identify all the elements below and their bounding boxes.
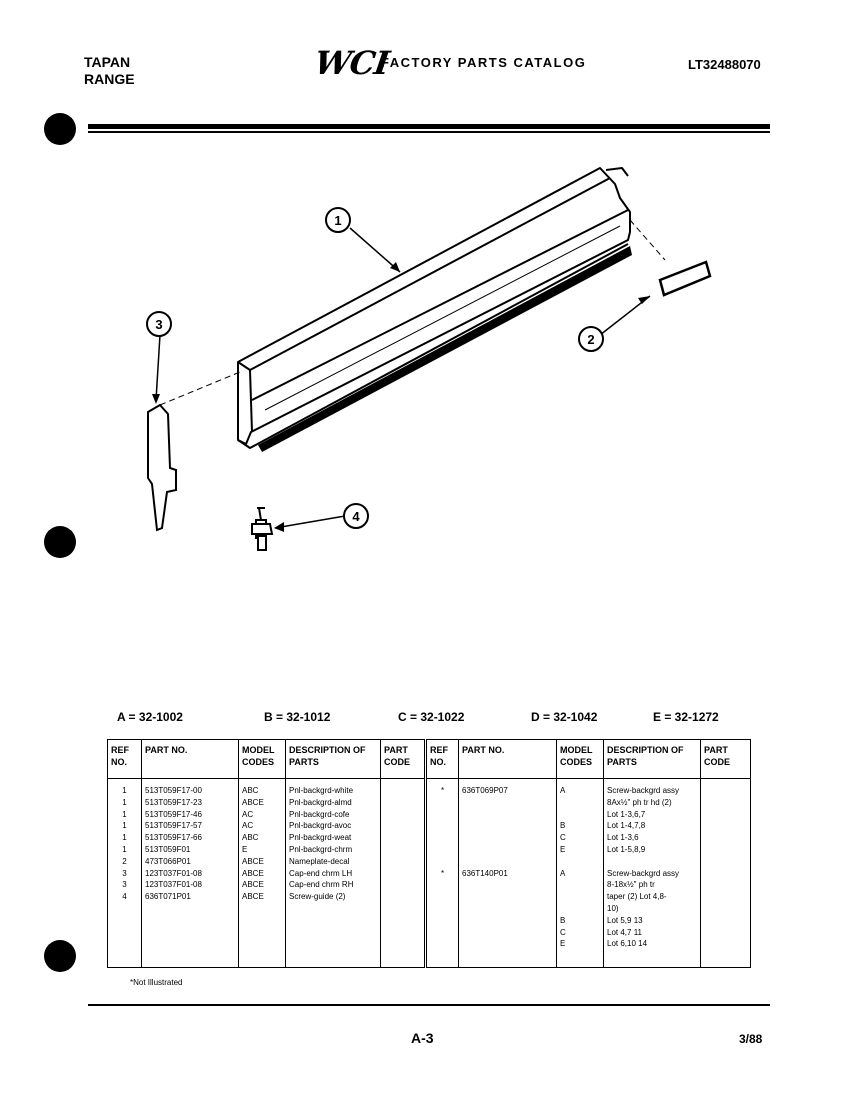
cell: 636T071P01 (145, 892, 191, 902)
cell: Pnl-backgrd-weat (289, 833, 352, 843)
cell: Lot 6,10 14 (607, 939, 648, 949)
cell: Screw-backgrd assy (607, 868, 680, 878)
binder-hole-bottom (44, 940, 76, 972)
cell: 8-18x½" ph tr (607, 880, 655, 890)
left-ref-column (108, 779, 142, 968)
cell: A (560, 786, 566, 795)
right-part-column (459, 779, 557, 968)
page-number: A-3 (411, 1030, 434, 1046)
cell: 513T059F17-46 (145, 809, 202, 819)
cell: taper (2) Lot 4,8- (607, 892, 667, 902)
cell: Pnl-backgrd-avoc (289, 821, 352, 831)
callout-1 (326, 208, 350, 232)
cell: ABCE (242, 868, 264, 878)
legend-item-a: A = 32-1002 (117, 710, 183, 724)
footnote-not-illustrated: *Not Illustrated (130, 978, 183, 987)
table-header-row (108, 740, 751, 779)
header-ref-no: REF NO. (108, 740, 142, 779)
cell (430, 820, 455, 832)
cell: B (560, 915, 566, 925)
document-id: LT32488070 (688, 57, 761, 72)
right-model-column (557, 779, 604, 968)
cell: 513T059F01 (145, 844, 191, 854)
cell: C (560, 833, 566, 843)
cell (560, 797, 600, 809)
header-model-codes: MODEL CODES (239, 740, 286, 779)
cell: 123T037F01-08 (145, 868, 202, 878)
cell: 123T037F01-08 (145, 880, 202, 890)
cell: Pnl-backgrd-white (289, 786, 354, 795)
cell (430, 844, 455, 856)
cell (430, 797, 455, 809)
legend-item-b: B = 32-1012 (264, 710, 331, 724)
right-ref-column (426, 779, 459, 968)
callout-4 (344, 504, 368, 528)
right-desc-column (604, 779, 701, 968)
header-ref-no-2: REF NO. (426, 740, 459, 779)
cell: 1 (122, 844, 127, 854)
svg-text:1: 1 (334, 213, 342, 228)
cell (560, 879, 600, 891)
svg-text:4: 4 (352, 509, 360, 524)
cell: 1 (122, 821, 127, 831)
cell: E (560, 939, 566, 949)
cell: E (242, 844, 248, 854)
cell: Nameplate-decal (289, 856, 350, 866)
cell (462, 797, 553, 809)
header-description-2: DESCRIPTION OF PARTS (604, 740, 701, 779)
right-code-column (701, 779, 751, 968)
cell: 2 (122, 856, 127, 866)
left-desc-column (286, 779, 381, 968)
cell: 636T069P07 (462, 786, 508, 795)
cell: Lot 1-5,8,9 (607, 844, 646, 854)
brand-line-2: RANGE (84, 71, 135, 87)
cell: ABCE (242, 880, 264, 890)
cell: ABCE (242, 892, 264, 902)
header-model-codes-2: MODEL CODES (557, 740, 604, 779)
legend-item-e: E = 32-1272 (653, 710, 719, 724)
cell: Lot 1-3,6,7 (607, 809, 646, 819)
cell: Screw-guide (2) (289, 892, 346, 902)
svg-text:2: 2 (587, 332, 595, 347)
cell: ABCE (242, 856, 264, 866)
cell: AC (242, 821, 254, 831)
cell (462, 844, 553, 856)
header-part-no: PART NO. (142, 740, 239, 779)
cell: Cap-end chrm RH (289, 880, 354, 890)
cell: 636T140P01 (462, 868, 508, 878)
cell: ABC (242, 786, 259, 795)
callout-3 (147, 312, 171, 336)
cell: 473T066P01 (145, 856, 191, 866)
cell: Lot 1-3,6 (607, 833, 639, 843)
svg-text:3: 3 (155, 317, 163, 332)
cell: 513T059F17-57 (145, 821, 202, 831)
cell: 513T059F17-00 (145, 786, 202, 795)
backguard-panel-drawing (238, 168, 632, 452)
catalog-date: 3/88 (739, 1032, 763, 1046)
cell (607, 856, 697, 868)
cell: Pnl-backgrd-chrm (289, 844, 353, 854)
cell: Screw-backgrd assy (607, 786, 680, 795)
nameplate-drawing (630, 220, 710, 295)
cell: ABCE (242, 797, 264, 807)
cell (462, 820, 553, 832)
parts-table (107, 739, 751, 968)
cell: 1 (122, 786, 127, 795)
cell: A (560, 868, 566, 878)
legend-item-c: C = 32-1022 (398, 710, 465, 724)
cell: 3 (122, 868, 127, 878)
table-body-row (108, 779, 751, 968)
cell: 8Ax½" ph tr hd (2) (607, 797, 672, 807)
cell: * (440, 786, 445, 795)
cell (560, 891, 600, 903)
cell: 1 (122, 833, 127, 843)
cell: 513T059F17-23 (145, 797, 202, 807)
cell: C (560, 927, 566, 937)
cell: Lot 5,9 13 (607, 915, 643, 925)
cell (430, 856, 455, 868)
wci-logo: WCI (312, 44, 392, 82)
cell (462, 856, 553, 868)
cell: 513T059F17-66 (145, 833, 202, 843)
cell: 4 (122, 892, 127, 902)
header-description: DESCRIPTION OF PARTS (286, 740, 381, 779)
header-part-no-2: PART NO. (459, 740, 557, 779)
cell: Pnl-backgrd-almd (289, 797, 352, 807)
legend-item-d: D = 32-1042 (531, 710, 598, 724)
end-cap-drawing (148, 372, 240, 530)
cell (462, 832, 553, 844)
cell (560, 809, 600, 821)
cell: E (560, 844, 566, 854)
cell: * (440, 868, 445, 878)
header-part-code-2: PART CODE (701, 740, 751, 779)
cell: 1 (122, 797, 127, 807)
screw-drawing (252, 508, 272, 550)
cell: Pnl-backgrd-cofe (289, 809, 350, 819)
cell: Lot 4,7 11 (607, 927, 642, 937)
cell: 1 (122, 809, 127, 819)
cell (430, 809, 455, 821)
cell (560, 856, 600, 868)
cell: ABC (242, 833, 259, 843)
cell (560, 903, 600, 915)
left-model-column (239, 779, 286, 968)
cell: AC (242, 809, 254, 819)
cell: 10) (607, 903, 619, 913)
footer-rule (88, 1004, 770, 1006)
left-part-column (142, 779, 239, 968)
callout-2 (579, 327, 603, 351)
cell: B (560, 821, 566, 831)
header-part-code: PART CODE (381, 740, 426, 779)
cell: Cap-end chrm LH (289, 868, 353, 878)
brand-line-1: TAPAN (84, 54, 131, 70)
cell (430, 832, 455, 844)
catalog-title: FACTORY PARTS CATALOG (381, 55, 587, 70)
cell: 3 (122, 880, 127, 890)
cell (462, 809, 553, 821)
cell: Lot 1-4,7,8 (607, 821, 646, 831)
left-code-column (381, 779, 426, 968)
